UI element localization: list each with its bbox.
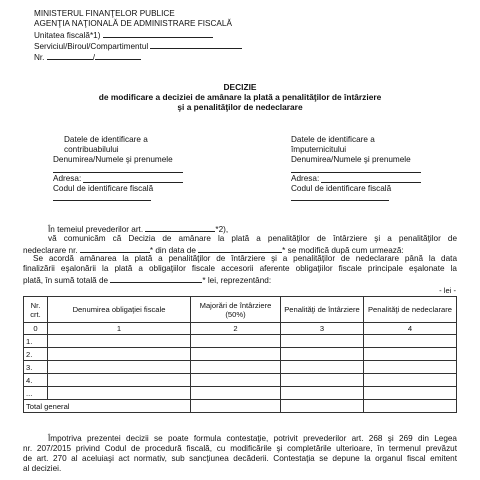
index-cell: 4 [364, 323, 457, 335]
legal-basis-label: În temeiul prevederilor art. [48, 225, 146, 234]
taxpayer-code-field[interactable] [53, 200, 151, 201]
obligation-cell[interactable] [48, 387, 191, 400]
obligations-table [23, 296, 457, 413]
body-line-2: vă comunicăm că Decizia de amânare la plată a penalităţilor de întârziere şi a penalităţilor de [48, 234, 457, 243]
row-number: 3. [24, 361, 48, 374]
index-cell: 2 [191, 323, 281, 335]
late-penalty-cell[interactable] [281, 335, 364, 348]
body-line-4: Se acordă amânarea la plată a penalităţilor de întârziere şi a penalităţilor de nedeclarare până la data [33, 254, 457, 263]
number-row [34, 51, 141, 63]
table-row [24, 348, 457, 361]
index-cell: 0 [24, 323, 48, 335]
document-subtitle-1: de modificare a deciziei de amânare la plată a penalităţilor de întârziere [98, 92, 382, 102]
service-label: Serviciul/Biroul/Compartimentul [34, 42, 151, 51]
proxy-address-field[interactable] [321, 182, 421, 183]
row-number: ... [24, 387, 48, 400]
table-total-row [24, 400, 457, 413]
taxpayer-heading-2: contribuabilului [64, 145, 119, 154]
late-penalty-cell[interactable] [281, 387, 364, 400]
total-amount-label: plată, în sumă totală de [23, 276, 111, 285]
obligation-cell[interactable] [48, 335, 191, 348]
number-field[interactable] [47, 51, 96, 62]
total-amount-row [23, 274, 271, 286]
number-date-field[interactable] [92, 51, 141, 62]
taxpayer-code-label: Codul de identificare fiscală [53, 184, 154, 193]
table-row [24, 361, 457, 374]
taxpayer-address-field[interactable] [83, 182, 183, 183]
footer-line-1: Împotriva prezentei decizii se poate formula contestaţie, potrivit prevederilor art. 268 şi 269 din Legea [48, 434, 457, 443]
late-interest-cell[interactable] [191, 374, 281, 387]
late-interest-cell[interactable] [191, 361, 281, 374]
fiscal-unit-field[interactable] [103, 29, 213, 38]
index-cell: 3 [281, 323, 364, 335]
table-row [24, 335, 457, 348]
document-title: DECIZIE [223, 82, 257, 92]
col-header-late-interest: Majorări de întârziere (50%) [191, 297, 281, 323]
service-field[interactable] [150, 40, 242, 49]
late-penalty-cell[interactable] [281, 361, 364, 374]
table-row [24, 387, 457, 400]
taxpayer-heading-1: Datele de identificare a [64, 135, 148, 144]
number-separator: / [92, 53, 96, 62]
total-amount-suffix: * lei, reprezentând: [202, 276, 272, 285]
currency-note: - lei - [439, 286, 456, 295]
nondeclaration-cell[interactable] [364, 335, 457, 348]
col-header-nondeclaration-penalties: Penalităţi de nedeclarare [364, 297, 457, 323]
decision-number-label: nedeclarare nr. [23, 246, 80, 255]
col-header-nr: Nr. crt. [24, 297, 48, 323]
decision-number-field[interactable] [80, 244, 150, 253]
proxy-code-field[interactable] [291, 200, 389, 201]
footer-line-4: al deciziei. [23, 464, 62, 473]
taxpayer-name-label: Denumirea/Numele şi prenumele [53, 155, 173, 164]
footer-line-3: de art. 270 al aceluiaşi act normativ, sub sancţiunea decăderii. Contestaţia se depune la organul fiscal emitent [23, 454, 457, 463]
total-late-interest-cell[interactable] [191, 400, 281, 413]
nondeclaration-cell[interactable] [364, 361, 457, 374]
agency-name: AGENŢIA NAŢIONALĂ DE ADMINISTRARE FISCALĂ [34, 19, 232, 28]
proxy-name-field[interactable] [291, 172, 421, 173]
nondeclaration-cell[interactable] [364, 387, 457, 400]
table-index-row [24, 323, 457, 335]
nondeclaration-cell[interactable] [364, 374, 457, 387]
table-header-row [24, 297, 457, 323]
late-interest-cell[interactable] [191, 348, 281, 361]
total-general-label: Total general [24, 400, 191, 413]
taxpayer-name-field[interactable] [53, 172, 183, 173]
body-line-5: finalizării eşalonării la plată a obligaţiilor fiscale accesorii aferente obligaţiilor fiscale principale eşalonate la [23, 264, 457, 273]
proxy-address-label: Adresa: [291, 174, 320, 183]
legal-basis-note: *2), [215, 225, 229, 234]
nondeclaration-cell[interactable] [364, 348, 457, 361]
row-number: 1. [24, 335, 48, 348]
document-subtitle-2: şi a penalităţilor de nedeclarare [177, 102, 303, 112]
number-label: Nr. [34, 53, 47, 62]
fiscal-unit-label: Unitatea fiscală*1) [34, 31, 103, 40]
obligation-cell[interactable] [48, 361, 191, 374]
decision-modified-text: * se modifică după cum urmează: [282, 246, 404, 255]
col-header-obligation: Denumirea obligaţiei fiscale [48, 297, 191, 323]
row-number: 2. [24, 348, 48, 361]
legal-article-field[interactable] [145, 223, 215, 232]
obligation-cell[interactable] [48, 348, 191, 361]
taxpayer-address-label: Adresa: [53, 174, 82, 183]
total-amount-field[interactable] [110, 274, 202, 283]
late-interest-cell[interactable] [191, 387, 281, 400]
proxy-heading-2: împuternicitului [291, 145, 347, 154]
table-row [24, 374, 457, 387]
proxy-code-label: Codul de identificare fiscală [291, 184, 392, 193]
late-interest-cell[interactable] [191, 335, 281, 348]
footer-line-2: nr. 207/2015 privind Codul de procedură fiscală, cu modificările şi completările ulterioare, în termenul prevăzut [23, 444, 457, 453]
proxy-heading-1: Datele de identificare a [291, 135, 375, 144]
total-late-penalty-cell[interactable] [281, 400, 364, 413]
late-penalty-cell[interactable] [281, 348, 364, 361]
total-nondeclaration-cell[interactable] [364, 400, 457, 413]
row-number: 4. [24, 374, 48, 387]
decision-date-field[interactable] [198, 244, 282, 253]
index-cell: 1 [48, 323, 191, 335]
proxy-name-label: Denumirea/Numele şi prenumele [291, 155, 411, 164]
col-header-late-penalties: Penalităţi de întârziere [281, 297, 364, 323]
obligation-cell[interactable] [48, 374, 191, 387]
decision-date-label: * din data de [149, 246, 199, 255]
ministry-name: MINISTERUL FINANŢELOR PUBLICE [34, 9, 175, 18]
late-penalty-cell[interactable] [281, 374, 364, 387]
